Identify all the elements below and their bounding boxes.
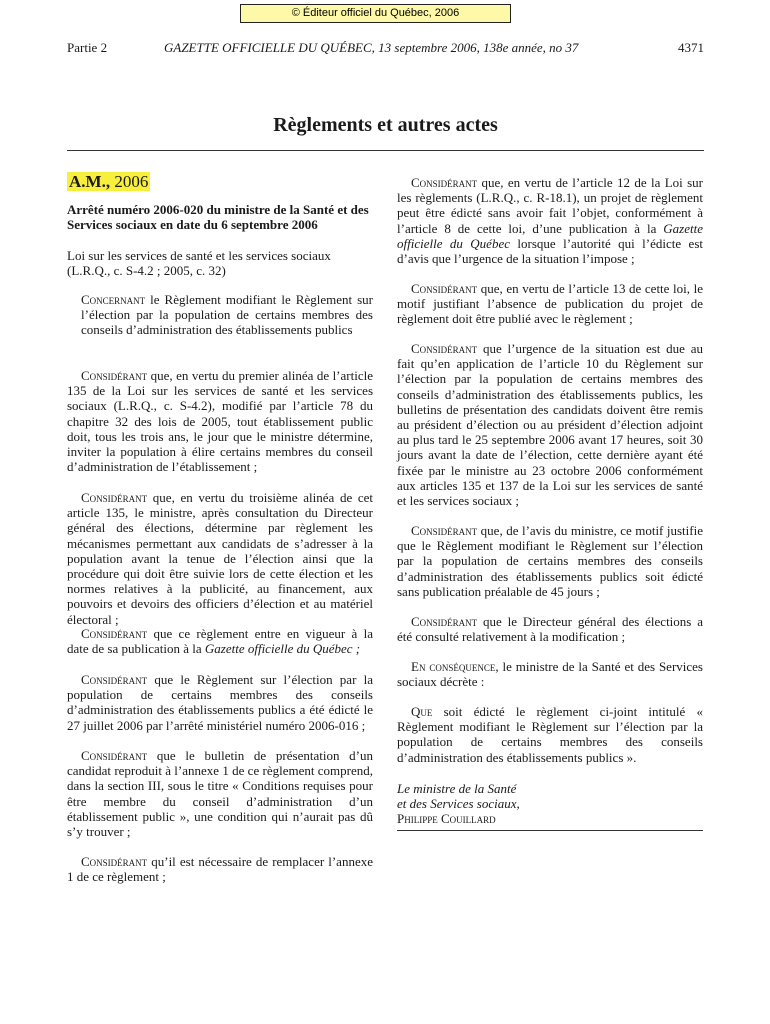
- signature-name: Philippe Couillard: [397, 811, 496, 826]
- considerant-r2: Considérant que, en vertu de l’article 13 de cette loi, le motif justifiant l’absence de publication du projet de règlement doit être publié avec le règlement ;: [397, 281, 703, 327]
- page-header: [67, 40, 704, 60]
- considerant-r5: Considérant que le Directeur général des élections a été consulté relativement à la modification ;: [397, 614, 703, 645]
- signature-title-1: Le ministre de la Santé: [397, 781, 517, 796]
- considerant-1: Considérant que, en vertu du premier alinéa de l’article 135 de la Loi sur les services de santé et les services sociaux (L.R.Q., c. S-4.2), modifié par l’article 78 du chapitre 32 des lois de 2005, tout établissement public doit, tous les trois ans, le jour que le ministre détermine, inviter la population à élire certains membres du conseil d’administration de l’établissement ;: [67, 368, 373, 475]
- considerant-r4: Considérant que, de l’avis du ministre, ce motif justifie que le Règlement modifiant le Règlement sur l’élection par la population de certains membres des conseils d’administration des établissements publics soit édicté sans publication préalable de 45 jours ;: [397, 523, 703, 599]
- decree-paragraph: Que soit édicté le règlement ci-joint intitulé « Règlement modifiant le Règlement sur l’élection par la population de certains membres des conseils d’administration des établissements publics ».: [397, 704, 703, 765]
- copyright-banner: © Éditeur officiel du Québec, 2006: [240, 4, 511, 23]
- am-heading: [67, 171, 150, 193]
- considerant-r1: Considérant que, en vertu de l’article 12 de la Loi sur les règlements (L.R.Q., c. R-18.1), un projet de règlement peut être édicté sans avoir fait l’objet, conformément à l’article 8 de cette loi, d’une publication à la Gazette officielle du Québec lorsque l’autorité qui l’édicte est d’avis que l’urgence de la situation l’impose ;: [397, 175, 703, 267]
- considerant-6: Considérant qu’il est nécessaire de remplacer l’annexe 1 de ce règlement ;: [67, 854, 373, 885]
- arrete-heading: Arrêté numéro 2006-020 du ministre de la Santé et des Services sociaux en date du 6 septembre 2006: [67, 202, 369, 233]
- part-label: Partie 2: [67, 40, 108, 55]
- considerant-4: Considérant que le Règlement sur l’élection par la population de certains membres des conseils d’administration des établissements publics a été édicté le 27 juillet 2006 par l’arrêté ministériel numéro 2006-016 ;: [67, 672, 373, 733]
- gazette-title: GAZETTE OFFICIELLE DU QUÉBEC, 13 septembre 2006, 138e année, no 37: [164, 40, 579, 55]
- signature-rule: [397, 830, 703, 831]
- am-year: 2006: [114, 172, 149, 191]
- considerant-2: Considérant que, en vertu du troisième alinéa de cet article 135, le ministre, après consultation du Directeur général des élections, détermine par règlement les mécanismes permettant aux candidats de s’adresser à la population avant la tenue de l’élection ainsi que la procédure qui doit être suivie lors de cette élection et les normes relatives à la publicité, au financement, aux pouvoirs et devoirs des officiers d’élection et au matériel électoral ;: [67, 490, 373, 627]
- am-label: A.M.,: [69, 172, 111, 191]
- considerant-3: Considérant que ce règlement entre en vigueur à la date de sa publication à la Gazette officielle du Québec ;: [67, 626, 373, 657]
- title-rule: [67, 150, 704, 151]
- page-number: 4371: [678, 40, 704, 55]
- en-consequence: En conséquence, le ministre de la Santé et des Services sociaux décrète :: [397, 659, 703, 690]
- signature-title-2: et des Services sociaux,: [397, 796, 520, 811]
- considerant-r3: Considérant que l’urgence de la situation est due au fait qu’en application de l’article 10 du Règlement sur l’élection par la population de certains membres des conseils d’administration des établissements publics, les bulletins de présentation des candidats doivent être remis au président d’élection ou au président d’élection adjoint au plus tard le 25 septembre 2006 avant 17 heures, soit 30 jours avant la date de l’élection, cette dernière ayant été fixée par le ministre au 23 octobre 2006 conformément aux articles 135 et 137 de la Loi sur les services de santé et les services sociaux ;: [397, 341, 703, 509]
- section-title: Règlements et autres actes: [273, 114, 498, 136]
- loi-reference: Loi sur les services de santé et les services sociaux (L.R.Q., c. S-4.2 ; 2005, c. 32): [67, 248, 331, 279]
- considerant-5: Considérant que le bulletin de présentation d’un candidat reproduit à l’annexe 1 de ce règlement comprend, dans la section III, sous le titre « Conditions requises pour être membre du conseil d’administration d’un établissement public », une condition qui n’aurait pas dû s’y trouver ;: [67, 748, 373, 840]
- concernant-paragraph: Concernant le Règlement modifiant le Règlement sur l’élection par la population de certains membres des conseils d’administration des établissements publics: [81, 292, 373, 338]
